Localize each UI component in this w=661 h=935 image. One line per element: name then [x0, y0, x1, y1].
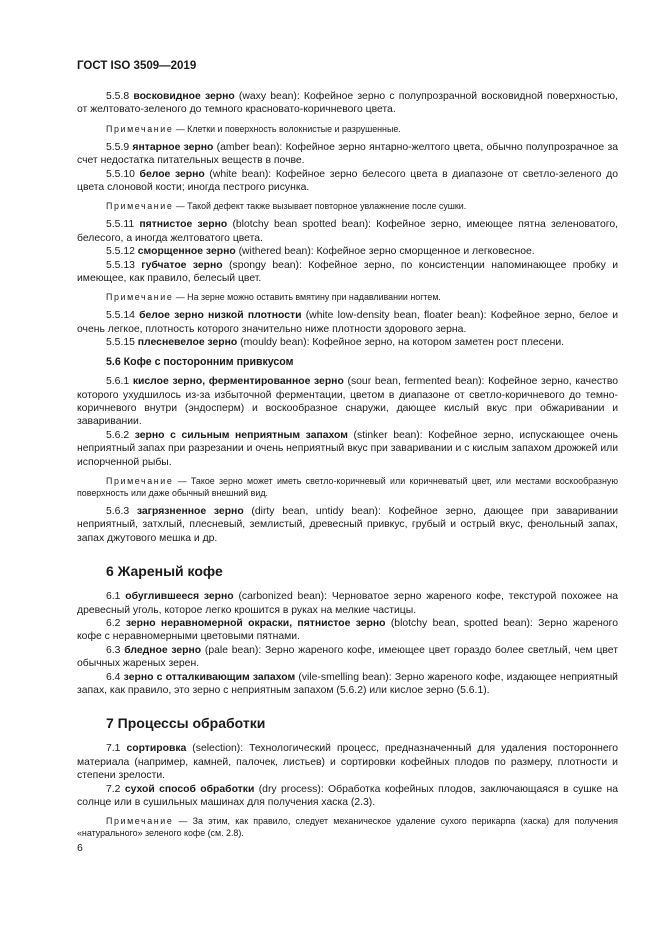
term-entry: 5.5.13 губчатое зерно (spongy bean): Кофейное зерно, по консистенции напоминающее пробку и имеющее, как правило, белесый цвет.	[77, 259, 618, 285]
note: Примечание — Клетки и поверхность волокнистые и разрушенные.	[106, 123, 401, 134]
term-entry: 5.6.2 зерно с сильным неприятным запахом (stinker bean): Кофейное зерно, испускающее очень неприятный запах при разрезании и очень неприятный вкус при заваривании и с кислым запахом дрожжей или испорченной рыбы.	[77, 429, 618, 468]
term-entry: 5.5.10 белое зерно (white bean): Кофейное зерно белесого цвета в диапазоне от светло-зеленого до цвета слоновой кости; иногда пестрого рисунка.	[77, 168, 618, 194]
note: Примечание — Такое зерно может иметь светло-коричневый или коричневатый цвет, или местами воскообразную поверхность или даже обычный внешний вид.	[77, 475, 618, 498]
term-entry: 6.4 зерно с отталкивающим запахом (vile-smelling bean): Зерно жареного кофе, издающее неприятный запах, как правило, это зерно с неприятным запахом (5.6.2) или кислое зерно (5.6.1).	[77, 671, 618, 696]
term-entry: 5.5.9 янтарное зерно (amber bean): Кофейное зерно янтарно-желтого цвета, обычно полупрозрачное за счет недостатка питательных веществ в почве.	[77, 141, 618, 167]
note: Примечание — За этим, как правило, следует механическое удаление сухого перикарпа (хаска) для получения «натурального» зеленого кофе (см. 2.8).	[77, 816, 618, 839]
term-entry: 5.5.11 пятнистое зерно (blotchy bean spotted bean): Кофейное зерно, имеющее пятна зеленоватого, белесого, а иногда желтоватого цвета.	[77, 219, 618, 244]
term-entry: 7.2 сухой способ обработки (dry process): Обработка кофейных плодов, заключающаяся в сушке на солнце или в сушильных машинах для получения хаска (2.3).	[77, 783, 618, 809]
term-entry: 5.6.3 загрязненное зерно (dirty bean, untidy bean): Кофейное зерно, дающее при заваривании неприятный, затхлый, плесневый, землистый, древесный привкус, грубый и острый вкус, фенольный запах, запах джутового мешка и др.	[77, 505, 619, 544]
term-entry: 5.5.14 белое зерно низкой плотности (white low-density bean, floater bean): Кофейное зерно, белое и очень легкое, плотность которого значительно ниже плотности здорового зерна.	[77, 310, 618, 335]
term-entry: 5.5.15 плесневелое зерно (mouldy bean): Кофейное зерно, на котором заметен рост плесени.	[106, 337, 565, 349]
term-entry: 5.5.12 сморщенное зерно (withered bean): Кофейное зерно сморщенное и легковесное.	[106, 246, 535, 258]
document-body	[77, 90, 618, 839]
section-heading-5-6: 5.6 Кофе с посторонним привкусом	[106, 355, 294, 368]
section-heading-6: 6 Жареный кофе	[106, 563, 223, 580]
page-number: 6	[77, 843, 83, 854]
document-header: ГОСТ ISO 3509—2019	[77, 60, 197, 72]
section-heading-7: 7 Процессы обработки	[106, 715, 266, 732]
note: Примечание — Такой дефект также вызывает повторное увлажнение после сушки.	[106, 201, 467, 212]
term-entry: 6.2 зерно неравномерной окраски, пятнистое зерно (blotchy bean, spotted bean): Зерно жареного кофе с неравномерными цветовыми пятнами.	[77, 617, 618, 643]
term-entry: 6.3 бледное зерно (pale bean): Зерно жареного кофе, имеющее цвет гораздо более светлый, чем цвет обычных жареных зерен.	[77, 644, 618, 670]
note: Примечание — На зерне можно оставить вмятину при надавливании ногтем.	[106, 292, 441, 303]
term-entry: 6.1 обуглившееся зерно (carbonized bean): Черноватое зерно жареного кофе, текстурой похожее на древесный уголь, которое легко крошится в руках на мелкие частицы.	[77, 591, 619, 616]
term-entry: 5.6.1 кислое зерно, ферментированное зерно (sour bean, fermented bean): Кофейное зерно, качество которого ухудшилось из-за избыточной ферментации, цветом в диапазоне от светло-коричневого до темно-коричневого внутри (эндосперм) и воскообразное снаружи, дающее кислый вкус при обжаривании и заваривании.	[77, 376, 619, 428]
term-entry: 7.1 сортировка (selection): Технологический процесс, предназначенный для удаления постороннего материала (например, камней, палочек, листьев) и сортировки кофейных плодов по размеру, плотности и степени зрелости.	[77, 743, 618, 782]
term-entry: 5.5.8 восковидное зерно (waxy bean): Кофейное зерно с полупрозрачной восковидной поверхностью, от желтовато-зеленого до темного красновато-коричневого цвета.	[77, 91, 618, 116]
